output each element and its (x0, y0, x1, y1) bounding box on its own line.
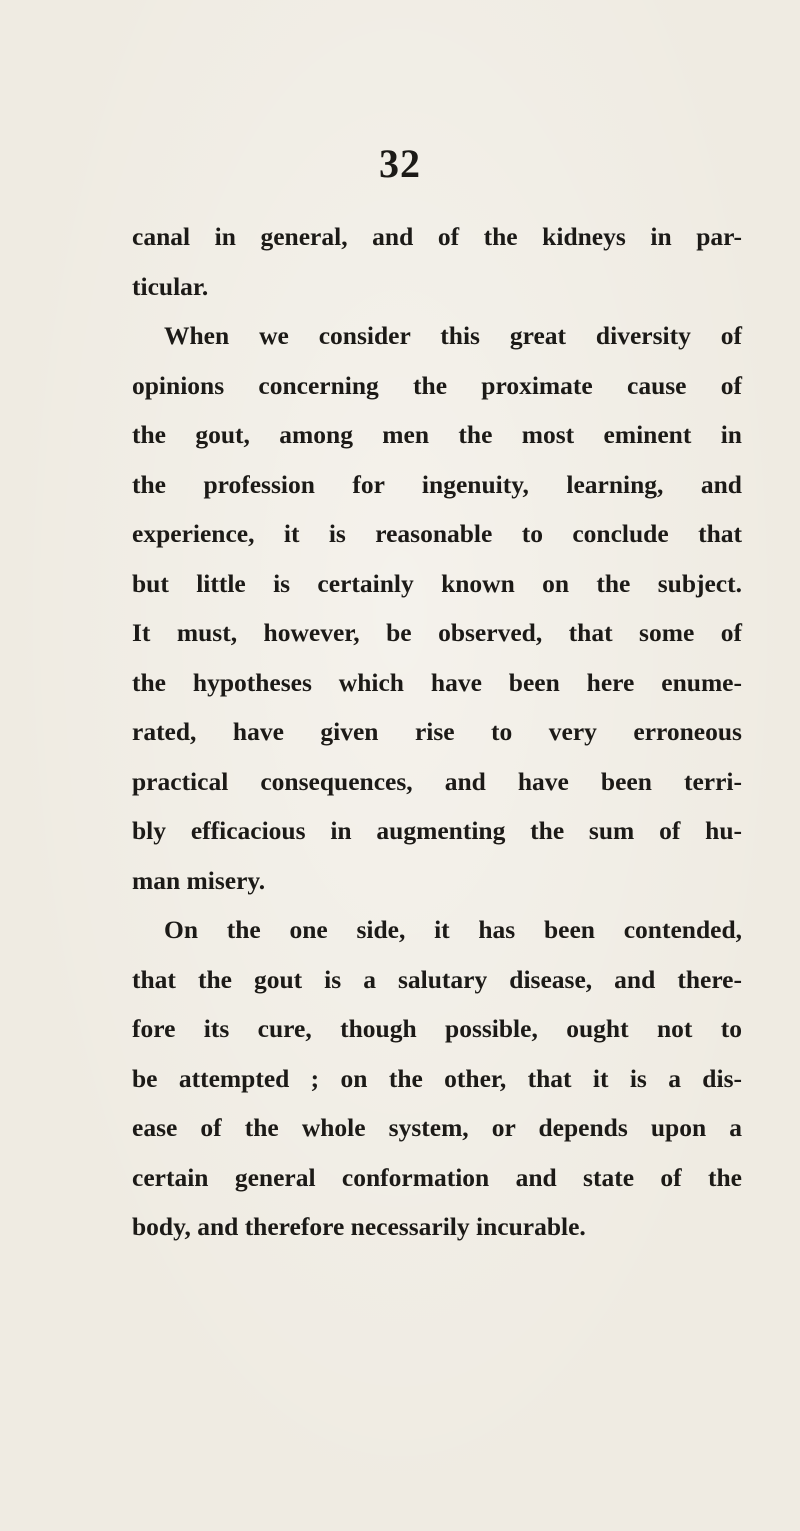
text-line: practical consequences, and have been terri- (132, 766, 742, 796)
body-text (132, 212, 742, 1252)
text-line: bly efficacious in augmenting the sum of hu- (132, 816, 742, 845)
text-line: that the gout is a salutary disease, and there- (132, 964, 742, 994)
text-line: the profession for ingenuity, learning, and (132, 469, 742, 499)
text-line: On the one side, it has been contended, (164, 915, 742, 944)
text-line: fore its cure, though possible, ought not to (132, 1014, 742, 1043)
text-line: but little is certainly known on the subject. (132, 568, 742, 598)
text-line: rated, have given rise to very erroneous (132, 717, 742, 746)
text-line: ticular. (132, 271, 209, 301)
text-line: When we consider this great diversity of (164, 321, 742, 350)
text-line: the hypotheses which have been here enume- (132, 667, 742, 697)
text-line: man misery. (132, 865, 266, 895)
text-line: certain general conformation and state of the (132, 1162, 742, 1192)
text-line: ease of the whole system, or depends upon a (132, 1113, 742, 1142)
text-line: experience, it is reasonable to conclude that (132, 519, 742, 548)
text-line: body, and therefore necessarily incurable. (132, 1212, 586, 1241)
text-line: the gout, among men the most eminent in (132, 420, 742, 449)
page-number: 32 (379, 141, 421, 186)
text-line: canal in general, and of the kidneys in par- (132, 222, 742, 251)
text-line: be attempted ; on the other, that it is a dis- (132, 1063, 742, 1093)
text-line: It must, however, be observed, that some of (132, 618, 742, 647)
text-line: opinions concerning the proximate cause of (132, 370, 742, 400)
